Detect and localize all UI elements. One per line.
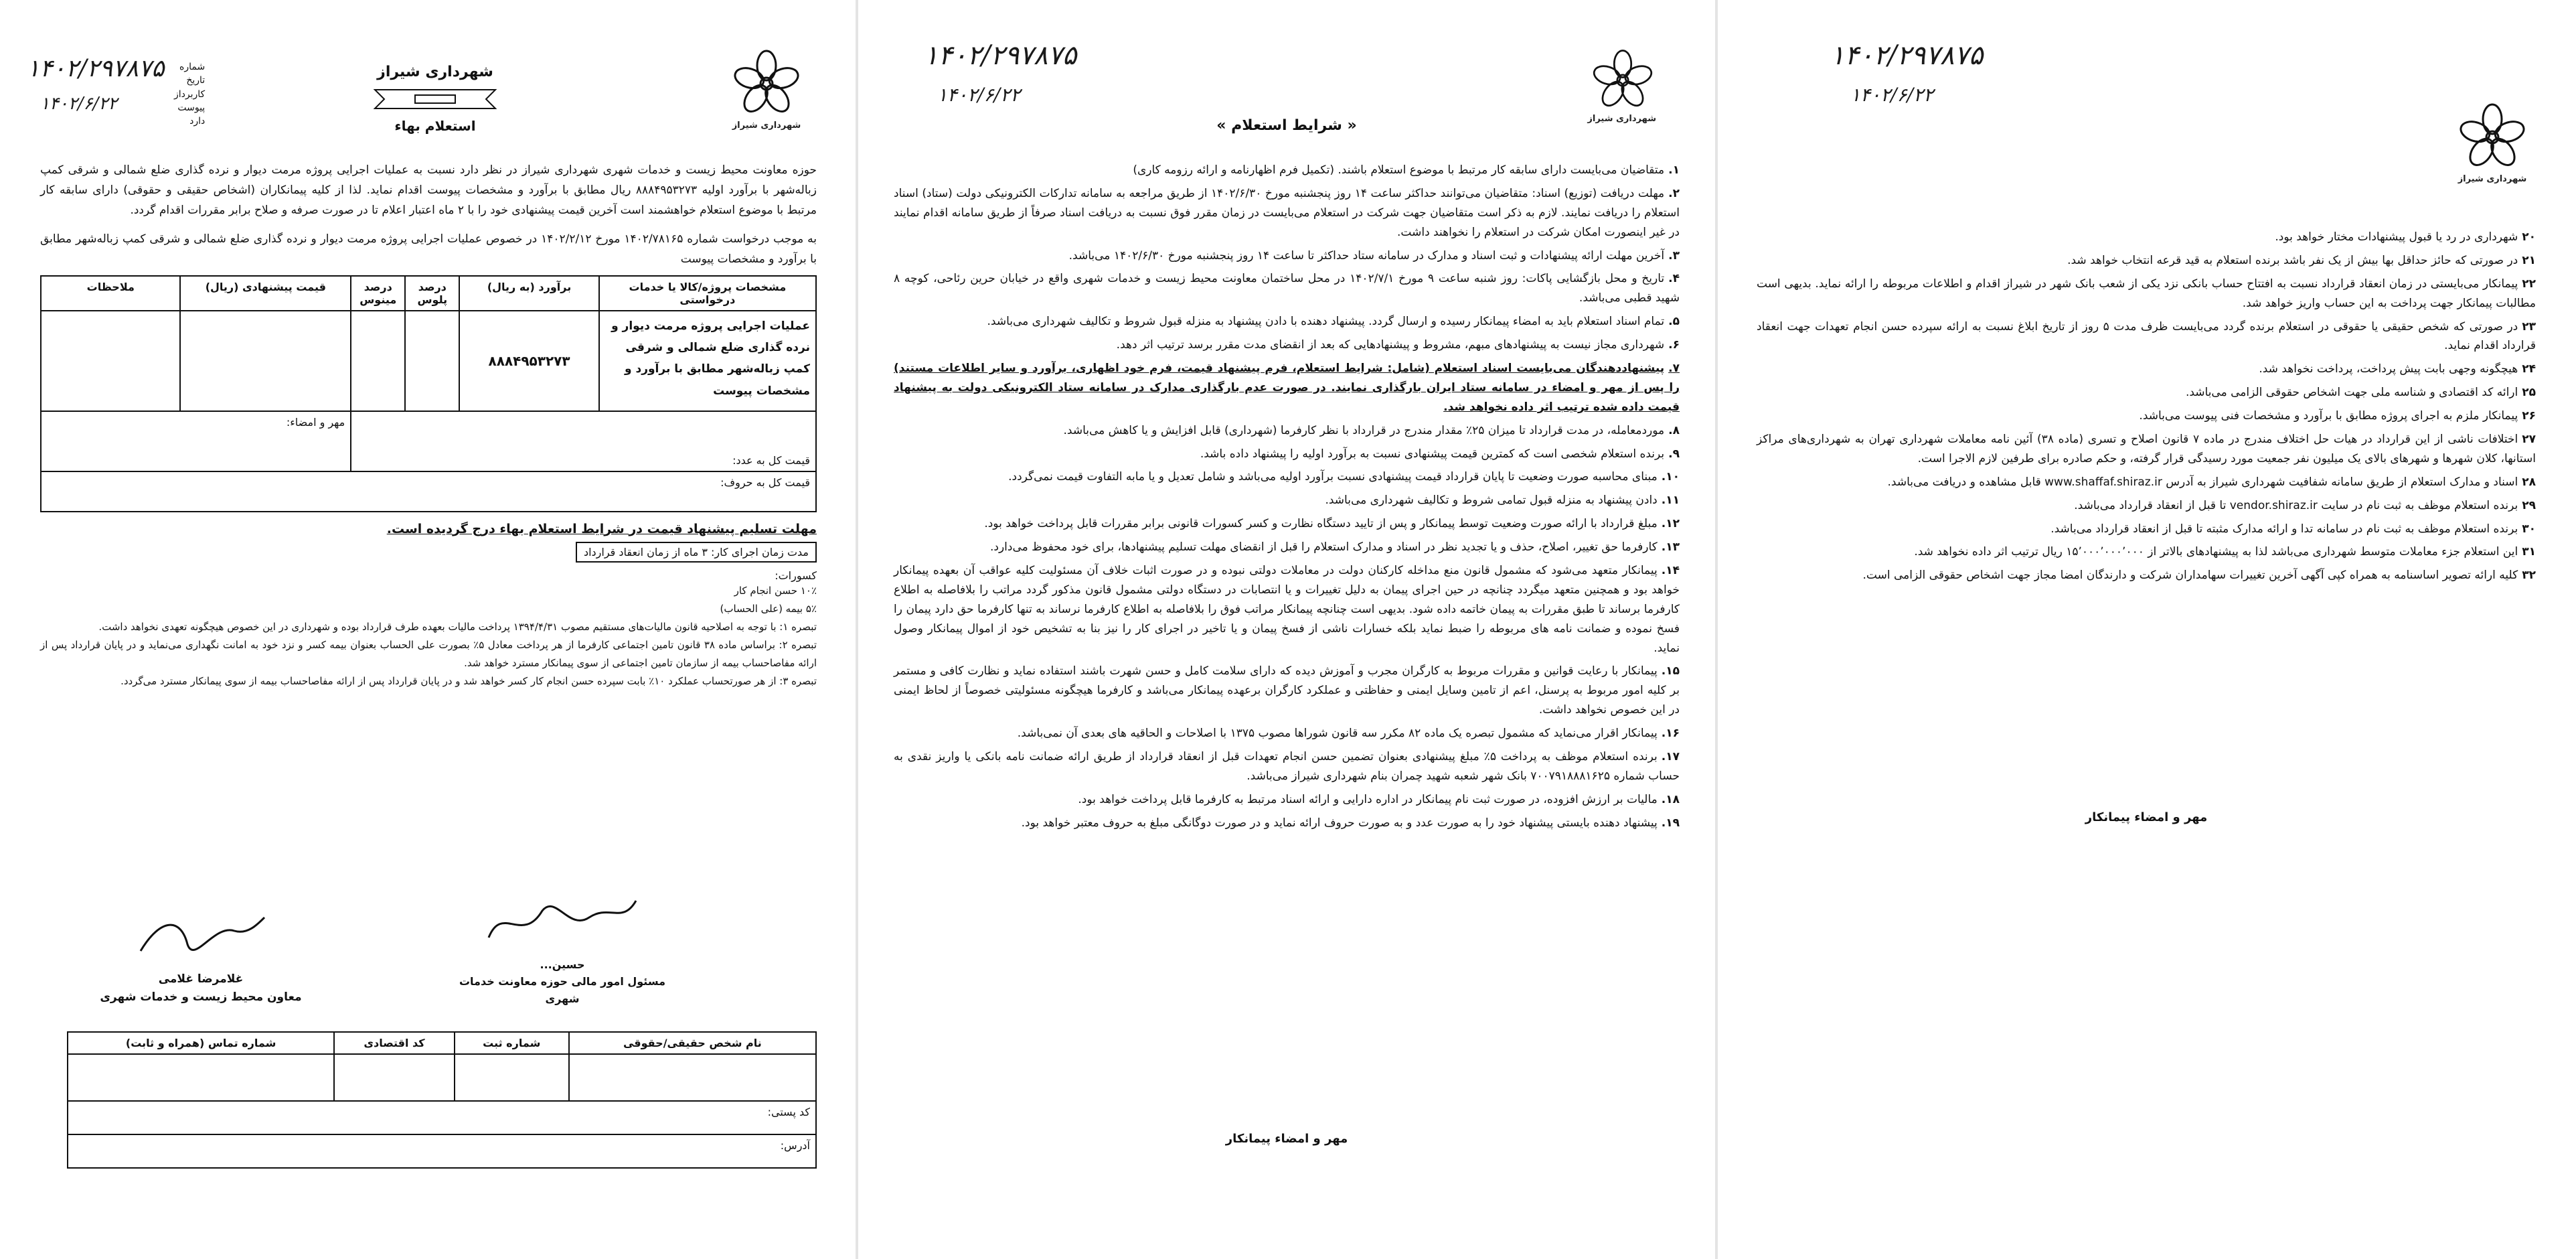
date-handwritten: ۱۴۰۲/۶/۲۲ [1850, 84, 1934, 106]
contractor-signature-label: مهر و امضاء پیمانکار [1225, 1132, 1348, 1146]
list-item: ۲۶پیمانکار ملزم به اجرای پروژه مطابق با برآورد و مشخصات فنی پیوست می‌باشد. [2139, 409, 2536, 423]
pricing-table [40, 275, 817, 512]
list-item: ۲۲پیمانکار می‌بایستی در زمان انعقاد قرارداد نسبت به افتتاح حساب بانکی نزد یکی از شعب بانک شهر در شیراز اقدام و اطلاعات مربوطه را ارائه نماید. بدیهی است مطالبات پیمانکار جهت پرداخت به این حساب واریز خواهد شد. [1757, 277, 2536, 310]
list-item: ۱۵.پیمانکار با رعایت قوانین و مقررات مربوط به کارگران مجرب و آموزش دیده که دارای سلامت کامل و حسن شهرت باشند استفاده نماید و نظارت کافی و مستمر بر کلیه امور مربوط به پرسنل، اعم از تامین وسایل ایمنی و حفاظتی و عملکرد کارگران برعهده پیمانکار می‌باشد و کارفرما هیچگونه مسئولیتی خصوصاً از لحاظ ایمنی در این خصوص نخواهد داشت. [894, 664, 1680, 717]
contact-phone-field[interactable] [68, 1054, 334, 1101]
table-header-row: مشخصات پروژه/کالا یا خدمات درخواستی برآورد (به ریال) درصد پلوس درصد مینوس قیمت پیشنهادی (ریال) ملاحظات [41, 276, 816, 311]
flower-logo-icon [2456, 100, 2529, 174]
list-item: ۱۴.پیمانکار متعهد می‌شود که مشمول قانون منع مداخله کارکنان دولت در معاملات دولتی نبوده و در صورت اثبات خلاف آن مسئولیت کلیه عواقب آن بعهده پیمانکار خواهد بود و همچنین متعهد میگردد چنانچه در حین اجرای پیمان به دلیل تغییرات و یا انتصابات در دستگاه دولتی مشمول قانون مذکور گردد مراتب را بلافاصله به اطلاع کارفرما برساند تا طبق مقررات به پیمان خاتمه داده شود. بدیهی است چنانچه پیمانکار مراتب فوق را بلافاصله به اطلاع کارفرما نرساند به تنها کارفرما حق دارد پیمان را فسخ نموده و ضمانت نامه های مربوطه را ضبط نماید بلکه خسارات ناشی از فسخ پیمان و یا تاخیر در اجرای کار را نیز بنا به تشخیص خود از اموال پیمانکار وصول نماید. [894, 564, 1680, 655]
contact-data-row [68, 1054, 816, 1101]
list-item: ۱۹.پیشنهاد دهنده بایستی پیشنهاد خود را به صورت عدد و به صورت حروف ارائه نماید و در صورت دوگانگی مبلغ به حروف معتبر خواهد بود. [1021, 816, 1680, 830]
list-item: ۱۱.دادن پیشنهاد به منزله قبول تمامی شروط و تکالیف شهرداری می‌باشد. [1325, 494, 1680, 508]
list-item: ۱۸.مالیات بر ارزش افزوده، در صورت ثبت نام پیمانکار در اداره دارایی و ارائه اسناد مرتبط به کارفرما قابل پرداخت خواهد بود. [1078, 792, 1680, 806]
signature-right-icon [482, 891, 643, 951]
list-item: ۴.تاریخ و محل بازگشایی پاکات: روز شنبه ساعت ۹ مورخ ۱۴۰۲/۷/۱ در محل ساختمان معاونت محیط زیست و خدمات شهری واقع در خیابان حرین رئاحی، کوچه ۸ شهید قطبی می‌باشد. [894, 272, 1680, 305]
signature-left-icon [134, 911, 268, 964]
contact-reg-field[interactable] [455, 1054, 569, 1101]
list-item: ۶.شهرداری مجاز نیست به پیشنهادهای مبهم، مشروط و پیشنهادهایی که بعد از انقضای مدت مقرر برسد ترتیب اثر دهد. [1116, 338, 1680, 352]
org-title: شهرداری شیراز [377, 64, 493, 80]
flower-logo-icon [1589, 47, 1656, 114]
shiraz-logo: شهرداری شیراز [730, 47, 803, 131]
header-block [348, 64, 522, 134]
deductions-title: کسورات: [775, 569, 817, 582]
signer-left: غلامرضا غلامی معاون محیط زیست و خدمات شهری [80, 911, 321, 1007]
table-row: عملیات اجرایی پروژه مرمت دیوار و نرده گذاری ضلع شمالی و شرقی کمپ زباله‌شهر مطابق با برآورد و مشخصات پیوست ۸۸۸۴۹۵۳۲۷۳ [41, 311, 816, 411]
ref-number: ۱۴۰۲/۲۹۷۸۷۵ [27, 55, 165, 82]
ref-number: ۱۴۰۲/۲۹۷۸۷۵ [1830, 40, 1984, 71]
total-numeric-row: قیمت کل به عدد: مهر و امضاء: [41, 411, 816, 471]
intro-paragraph: حوزه معاونت محیط زیست و خدمات شهری شهرداری شیراز در نظر دارد نسبت به عملیات اجرایی پروژه مرمت دیوار و نرده گذاری ضلع شمالی و شرقی کمپ زباله‌شهر با برآورد اولیه ۸۸۸۴۹۵۳۲۷۳ ریال مطابق با برآورد و مشخصات پیوست اقدام نماید. لذا از کلیه پیمانکاران (اشخاص حقیقی و حقوقی) دارای سابقه کار مرتبط با موضوع استعلام خواهشمند است آخرین قیمت پیشنهادی خود را با ۲ ماه اعتبار اعلام تا در صورت صرفه و صلاح برابر مقررات اقدام گردد. [40, 163, 817, 217]
list-item: ۲۱در صورتی که حائز حداقل بها بیش از یک نفر باشد برنده استعلام به قید قرعه انتخاب خواهد شد. [2067, 253, 2536, 267]
postal-row: کد پستی: [68, 1101, 816, 1134]
page-inquiry-form [0, 0, 857, 1259]
contractor-signature-label: مهر و امضاء پیمانکار [2085, 810, 2208, 824]
address-row: آدرس: [68, 1134, 816, 1168]
date-handwritten: ۱۴۰۲/۶/۲۲ [40, 94, 118, 114]
deductions-list: ۱۰٪ حسن انجام کار ۵٪ بیمه (علی الحساب) تبصره ۱: با توجه به اصلاحیه قانون مالیات‌های مستقیم مصوب ۱۳۹۴/۴/۳۱ پرداخت مالیات بعهده طرف قرارداد بوده و شهرداری در این خصوص هیچگونه تعهدی نخواهد داشت. تبصره ۲: براساس ماده ۳۸ قانون تامین اجتماعی کارفرما از هر پرداخت معادل ۵٪ بصورت علی الحساب بعنوان بیمه کسر و نزد خود به امانت نگهداری می‌نماید و در پایان قرارداد پس از ارائه مفاصاحساب بیمه از سازمان تامین اجتماعی از سوی پیمانکار مسترد خواهد شد. تبصره ۳: از هر صورتحساب عملکرد ۱۰٪ بابت سپرده حسن انجام کار کسر خواهد شد و در پایان قرارداد پس از ارائه مفاصاحساب بیمه از سوی پیمانکار مسترد می‌گردد. [40, 584, 817, 687]
date-handwritten: ۱۴۰۲/۶/۲۲ [937, 84, 1021, 106]
page-conditions [857, 0, 1716, 1259]
signer-right: حسین... مسئول امور مالی حوزه معاونت خدمات شهری [455, 891, 669, 1007]
list-item: ۱۰.مبنای محاسبه صورت وضعیت تا پایان قرارداد قیمت پیشنهادی نسبت برآورد اولیه می‌باشد و شامل تعدیل و یا مابه التفاوت قیمت نمی‌گردد. [1008, 470, 1680, 484]
list-item: ۲۰شهرداری در رد یا قبول پیشنهادات مختار خواهد بود. [2275, 230, 2536, 244]
ref-number: ۱۴۰۲/۲۹۷۸۷۵ [924, 40, 1077, 71]
contact-table [67, 1031, 817, 1169]
basis-paragraph: به موجب درخواست شماره ۱۴۰۲/۷۸۱۶۵ مورخ ۱۴۰۲/۲/۱۲ در خصوص عملیات اجرایی پروژه مرمت دیوار و نرده گذاری ضلع شمالی و شرقی کمپ زباله‌شهر مطابق با برآورد و مشخصات پیوست [40, 232, 817, 266]
page-conditions-continued [1716, 0, 2576, 1259]
conditions-list [1757, 228, 2536, 589]
list-item: ۳۱این استعلام جزء معاملات متوسط شهرداری می‌باشد لذا به پیشنهادهای بالاتر از ۱۵٬۰۰۰٬۰۰۰٬۰۰۰ ریال ترتیب اثر داده نخواهد شد. [1914, 545, 2536, 559]
flower-logo-icon [730, 47, 803, 121]
list-item: ۲۳در صورتی که شخص حقیقی یا حقوقی در استعلام برنده گردد می‌بایست ظرف مدت ۵ روز از تاریخ ابلاغ نسبت به ارائه سپرده حسن انجام تعهدات جهت انعقاد قرارداد اقدام نماید. [1757, 319, 2536, 353]
list-item: ۸.موردمعامله، در مدت قرارداد تا میزان ۲۵٪ مقدار مندرج در قرارداد با نظر کارفرما (شهرداری) قابل افزایش و یا کاهش می‌باشد. [1063, 423, 1680, 437]
price-input-cell[interactable] [180, 311, 351, 411]
conditions-title: « شرایط استعلام » [1216, 117, 1357, 134]
shiraz-logo: شهرداری شیراز [2456, 100, 2529, 184]
total-letters-row: قیمت کل به حروف: [41, 471, 816, 512]
list-item: ۲۴هیچگونه وجهی بابت پیش پرداخت، پرداخت نخواهد شد. [2259, 362, 2536, 376]
list-item: ۳.آخرین مهلت ارائه پیشنهادات و ثبت اسناد و مدارک در سامانه ستاد حداکثر تا ساعت ۱۴ روز پنجشنبه مورخ ۱۴۰۲/۶/۳۰ می‌باشد. [1068, 248, 1680, 263]
conditions-list [894, 161, 1680, 837]
list-item: ۳۰برنده استعلام موظف به ثبت نام در سامانه تدا و ارائه مدارک مثبته تا قبل از انعقاد قرارداد می‌باشد. [2050, 522, 2536, 536]
list-item: ۹.برنده استعلام شخصی است که کمترین قیمت پیشنهادی نسبت به برآورد اولیه را پیشنهاد داده باشد. [1200, 447, 1680, 461]
list-item: ۱۶.پیمانکار اقرار می‌نماید که مشمول تبصره یک ماده ۸۲ مکرر سه قانون شوراها مصوب ۱۳۷۵ با اصلاحات و الحاقیه های بعدی آن نمی‌باشد. [1017, 727, 1680, 741]
list-item: ۱.متقاضیان می‌بایست دارای سابقه کار مرتبط با موضوع استعلام باشند. (تکمیل فرم اظهارنامه و ارائه رزومه کاری) [1133, 163, 1680, 177]
contact-econ-field[interactable] [334, 1054, 454, 1101]
list-item: ۲۸اسناد و مدارک استعلام از طریق سامانه شفافیت شهرداری شیراز به آدرس www.shaffaf.shiraz.ir قابل مشاهده و دریافت می‌باشد. [1887, 475, 2536, 489]
list-item: ۷.پیشنهاددهندگان می‌بایست اسناد استعلام (شامل: شرایط استعلام، فرم پیشنهاد قیمت، فرم خود اظهاری، برآورد و سایر اطلاعات مستند) را پس از مهر و امضاء در سامانه ستاد ایران بارگذاری نمایند. در صورت عدم بارگذاری مدارک در سامانه ستاد الکترونیکی دولت به پیشنهاد قیمت داده شده ترتیب اثر داده نخواهد شد. [894, 362, 1680, 414]
duration-note: مدت زمان اجرای کار: ۳ ماه از زمان انعقاد قرارداد [576, 542, 817, 563]
list-item: ۵.تمام اسناد استعلام باید به امضاء پیمانکار رسیده و ارسال گردد. پیشنهاد دهنده با دادن پیشنهاد به منزله قبول شروط و تکالیف شهرداری می‌باشد. [987, 315, 1680, 329]
shiraz-logo: شهرداری شیراز [1587, 47, 1656, 124]
list-item: ۲۵ارائه کد اقتصادی و شناسه ملی جهت اشخاص حقوقی الزامی می‌باشد. [2185, 386, 2536, 400]
title-banner-icon [368, 84, 502, 114]
contact-name-field[interactable] [569, 1054, 816, 1101]
list-item: ۱۷.برنده استعلام موظف به پرداخت ۵٪ مبلغ پیشنهادی بعنوان تضمین حسن انجام تعهدات قبل از انعقاد قرارداد از طریق ارائه ضمانت نامه بانکی یا واریز نقدی به حساب شماره ۷۰۰۷۹۱۸۸۸۱۶۲۵ بانک شهر شعبه شهید چمران بنام شهرداری شیراز می‌باشد. [894, 750, 1680, 783]
meta-labels: شماره تاریخ کاربرداز پیوست دارد [174, 62, 206, 127]
doc-title: استعلام بهاء [394, 118, 476, 134]
list-item: ۲.مهلت دریافت (توزیع) اسناد: متقاضیان می‌توانند حداکثر ساعت ۱۴ روز پنجشنبه مورخ ۱۴۰۲/۶/۳۰ از طریق مراجعه به سامانه تدارکات الکترونیکی دولت (ستاد) اسناد استعلام را دریافت نمایند. لازم به ذکر است متقاضیان جهت شرکت در استعلام می‌بایست در زمان مقرر فوق نسبت به دریافت اسناد صرفاً از طریق سامانه اقدام نمایند در غیر اینصورت امکان شرکت در استعلام را نخواهند داشت. [894, 186, 1680, 239]
list-item: ۲۷اختلافات ناشی از این قرارداد در هیات حل اختلاف مندرج در ماده ۷ قانون اصلاح و تسری (ماده ۳۸) آئین نامه معاملات شهرداری تهران به شهرداری‌های مراکز استانها، کلان شهرها و شهرهای بالای یک میلیون نفر جمعیت مورد رسیدگی قرار گرفته، و حکم صادره برای طرفین لازم الاجرا است. [1757, 433, 2536, 465]
list-item: ۱۲.مبلغ قرارداد با ارائه صورت وضعیت توسط پیمانکار و پس از تایید دستگاه نظارت و کسر کسورات قانونی برابر مقررات قابل پرداخت خواهد بود. [984, 517, 1680, 531]
list-item: ۱۳.کارفرما حق تغییر، اصلاح، حذف و یا تجدید نظر در اسناد و مدارک استعلام را قبل از انقضای مهلت تسلیم پیشنهادها، برای خود محفوظ می‌دارد. [989, 540, 1680, 554]
deadline-note: مهلت تسلیم پیشنهاد قیمت در شرایط استعلام بهاء درج گردیده است. [386, 521, 817, 536]
list-item: ۳۲کلیه ارائه تصویر اساسنامه به همراه کپی آگهی آخرین تغییرات سهامداران شرکت و دارندگان امضا مجاز جهت اشخاص حقوقی الزامی است. [1862, 569, 2536, 583]
list-item: ۲۹برنده استعلام موظف به ثبت نام در سایت vendor.shiraz.ir تا قبل از انعقاد قرارداد می‌باشد. [2074, 498, 2536, 512]
contact-header-row: نام شخص حقیقی/حقوقی شماره ثبت کد اقتصادی شماره تماس (همراه و ثابت) [68, 1032, 816, 1054]
